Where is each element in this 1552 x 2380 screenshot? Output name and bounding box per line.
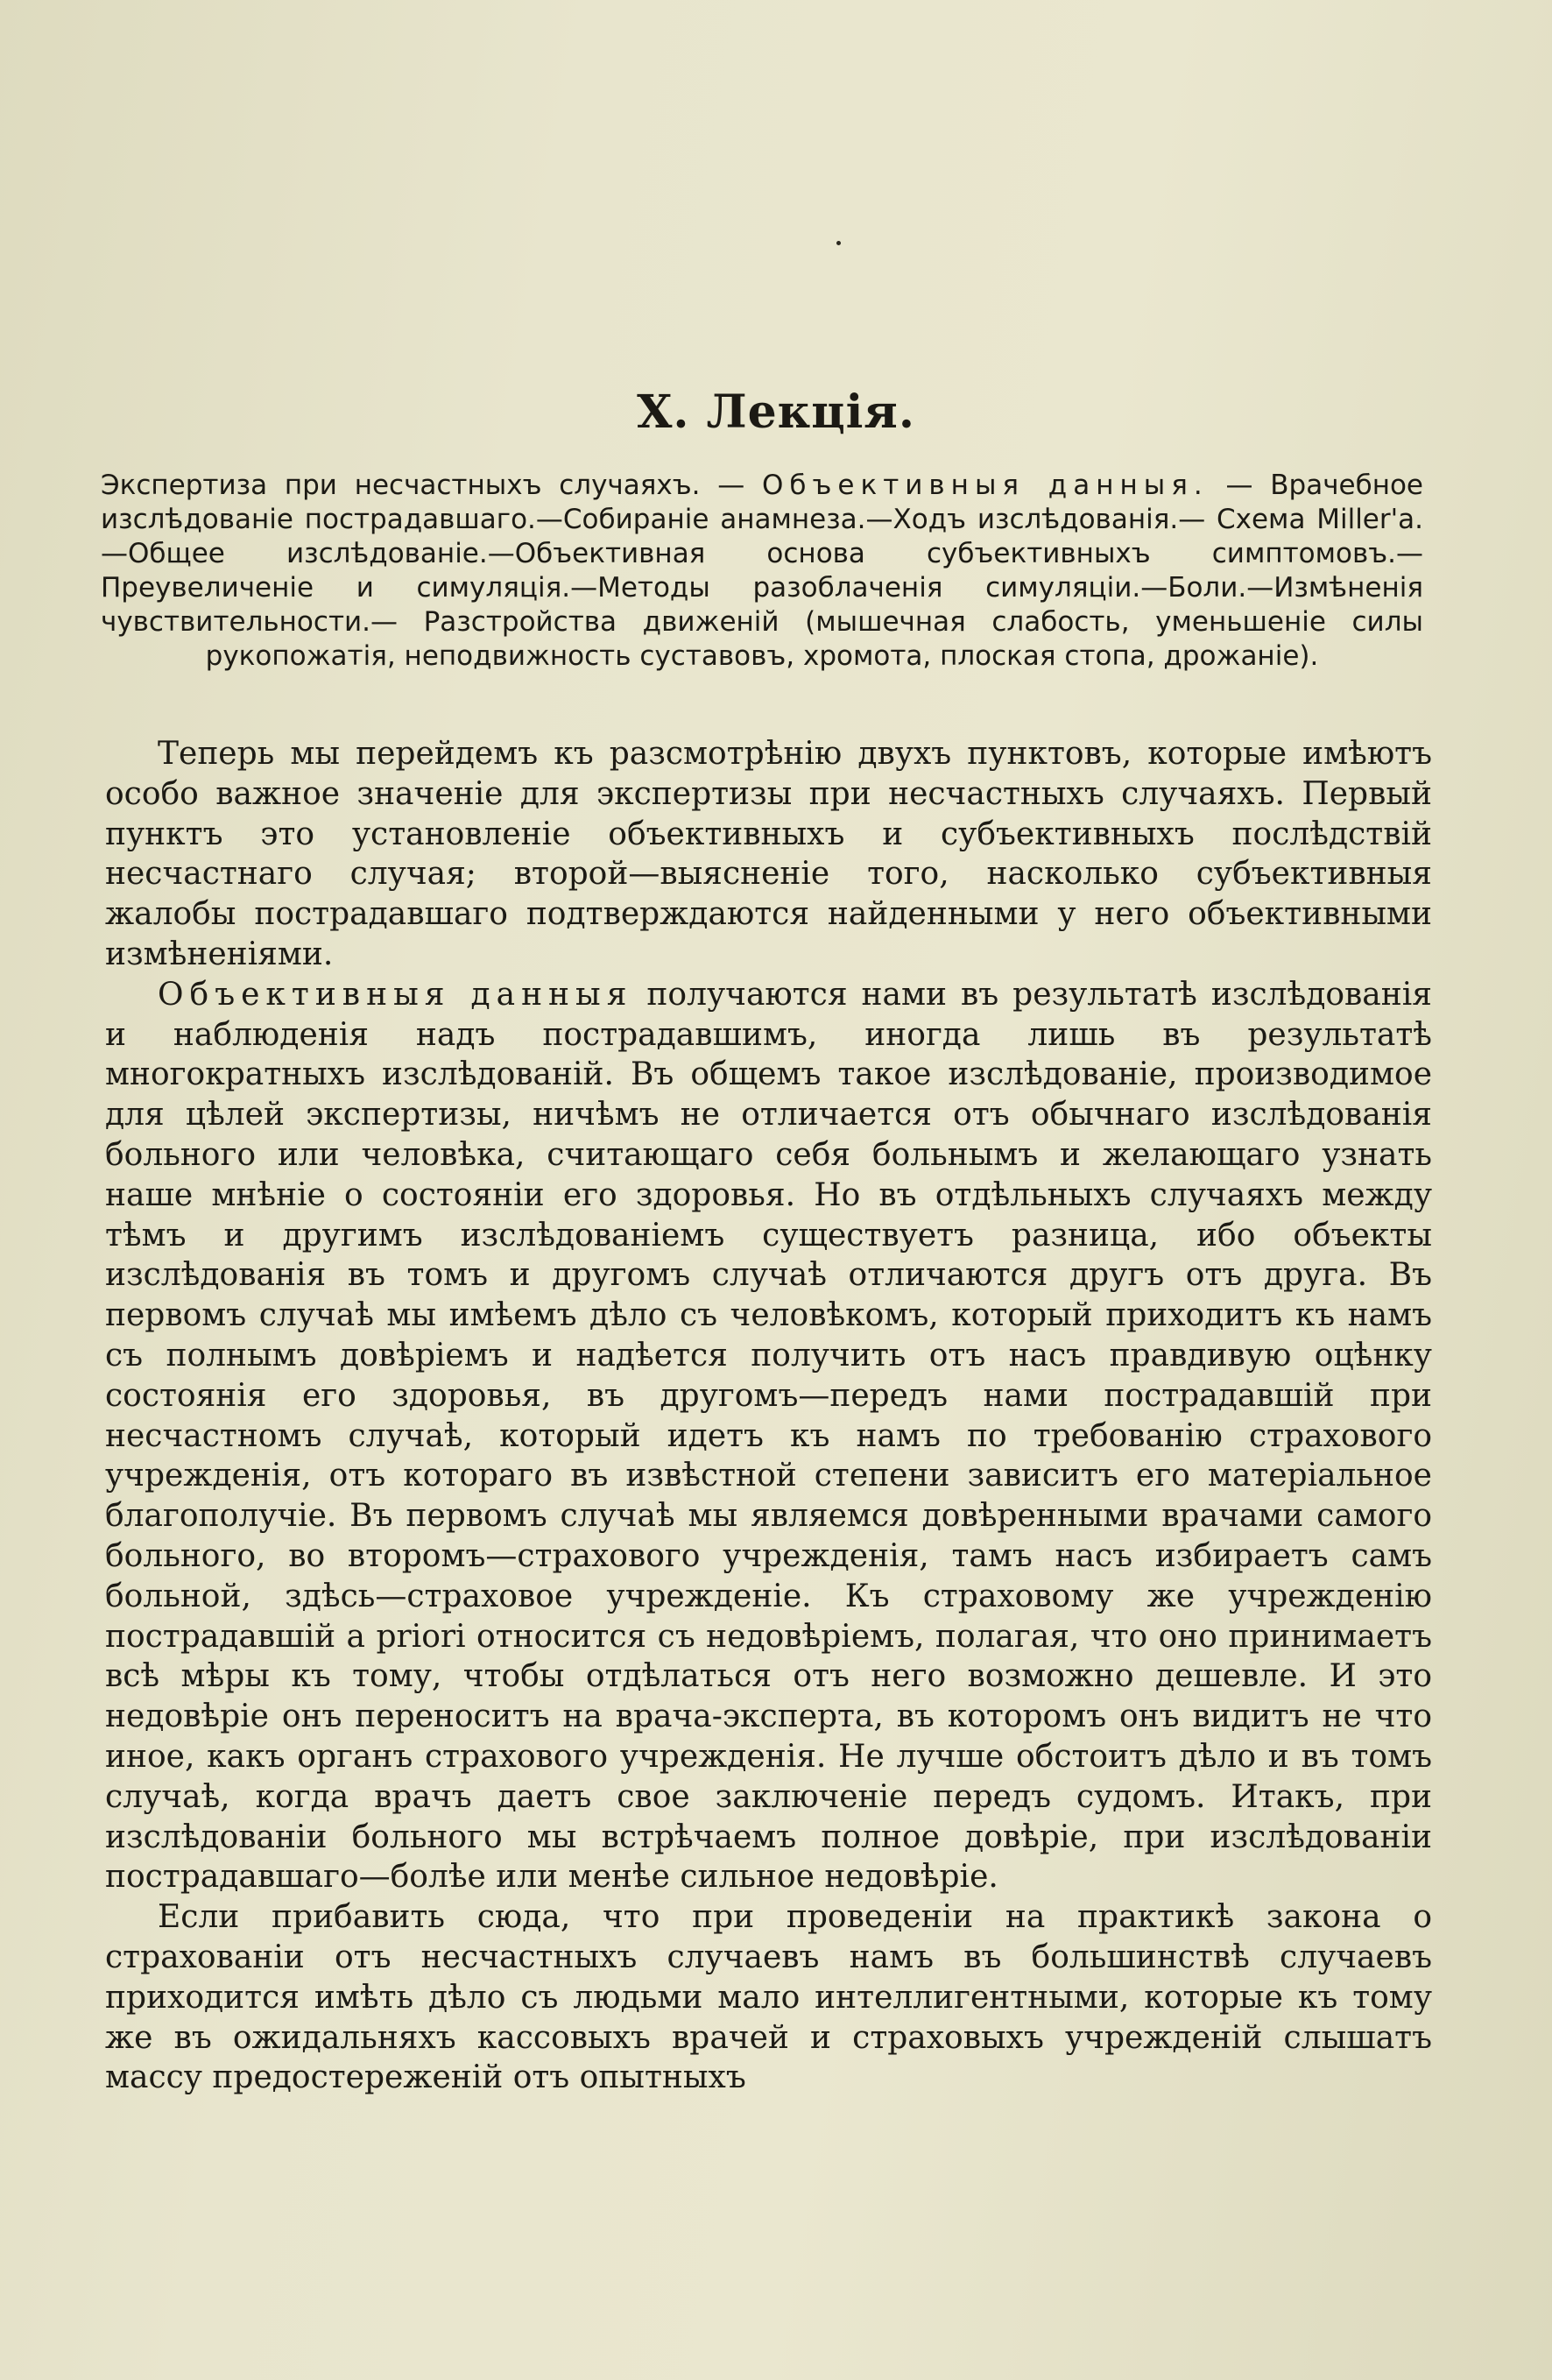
lecture-title: X. Лекція. xyxy=(637,385,915,439)
summary-spaced-term: Объективныя данныя. xyxy=(761,470,1209,501)
paragraph: Если прибавить сюда, что при проведеніи на практикѣ закона о страхованіи отъ несчастныхъ случаевъ намъ въ большинствѣ случаевъ приходится имѣть дѣло съ людьми мало интеллигентными, которые къ тому же въ ожидальняхъ кассовыхъ врачей и страховыхъ учрежденій слышатъ массу предостереженій отъ опытныхъ xyxy=(105,1899,1432,2096)
summary-text-rest: — Врачебное изслѣдованіе пострадавшаго.—Собираніе анамнеза.—Ходъ изслѣдованія.— Схема Miller'a.—Общее изслѣдованіе.—Объективная основа субъективныхъ симптомовъ.—Преувеличеніе и симуляція.—Методы разоблаченія симуляціи.—Боли.—Измѣненія чувствительности.— Разстройства движеній (мышечная слабость, уменьшеніе силы рукопожатія, неподвижность суставовъ, хромота, плоская стопа, дрожаніе). xyxy=(101,470,1424,672)
chapter-summary xyxy=(101,469,1423,674)
paragraph-text: получаются нами въ результатѣ изслѣдованія и наблюденія надъ пострадавшимъ, иногда лишь въ результатѣ многократныхъ изслѣдованій. Въ общемъ такое изслѣдованіе, производимое для цѣлей экспертизы, ничѣмъ не отличается отъ обычнаго изслѣдованія больного или человѣка, считающаго себя больнымъ и желающаго узнать наше мнѣніе о состояніи его здоровья. Но въ отдѣльныхъ случаяхъ между тѣмъ и другимъ изслѣдованіемъ существуетъ разница, ибо объекты изслѣдованія въ томъ и другомъ случаѣ отличаются другъ отъ друга. Въ первомъ случаѣ мы имѣемъ дѣло съ человѣкомъ, который приходитъ къ намъ съ полнымъ довѣріемъ и надѣется получить отъ насъ правдивую оцѣнку состоянія его здоровья, въ другомъ—передъ нами пострадавшій при несчастномъ случаѣ, который идетъ къ намъ по требованію страхового учрежденія, отъ котораго въ извѣстной степени зависитъ его матеріальное благополучіе. Въ первомъ случаѣ мы являемся довѣренными врачами самого больного, во второмъ—страхового учрежденія, тамъ насъ избираетъ самъ больной, здѣсь—страховое учрежденіе. Къ страховому же учрежденію пострадавшій a priori относится съ недовѣріемъ, полагая, что оно принимаетъ всѣ мѣры къ тому, чтобы отдѣлаться отъ него возможно дешевле. И это недовѣріе онъ переноситъ на врача-эксперта, въ которомъ онъ видитъ не что иное, какъ органъ страхового учрежденія. Не лучше обстоитъ дѣло и въ томъ случаѣ, когда врачъ даетъ свое заключеніе передъ судомъ. Итакъ, при изслѣдованіи больного мы встрѣчаемъ полное довѣріе, при изслѣдованіи пострадавшаго—болѣе или менѣе сильное недовѣріе. xyxy=(105,976,1432,1896)
lecture-body xyxy=(105,734,1432,2098)
paragraph: Теперь мы перейдемъ къ разсмотрѣнію двухъ пунктовъ, которые имѣютъ особо важное значеніе для экспертизы при несчастныхъ случаяхъ. Первый пунктъ это установленіе объективныхъ и субъективныхъ послѣдствій несчастнаго случая; второй—выясненіе того, насколько субъективныя жалобы пострадавшаго подтверждаются найденными у него объективными измѣненіями. xyxy=(105,736,1432,972)
summary-text-start: Экспертиза при несчастныхъ случаяхъ. — xyxy=(101,470,762,501)
ink-speck xyxy=(836,241,841,245)
paragraph xyxy=(105,975,1432,1897)
paragraph-spaced-lead: Объективныя данныя xyxy=(158,976,633,1013)
